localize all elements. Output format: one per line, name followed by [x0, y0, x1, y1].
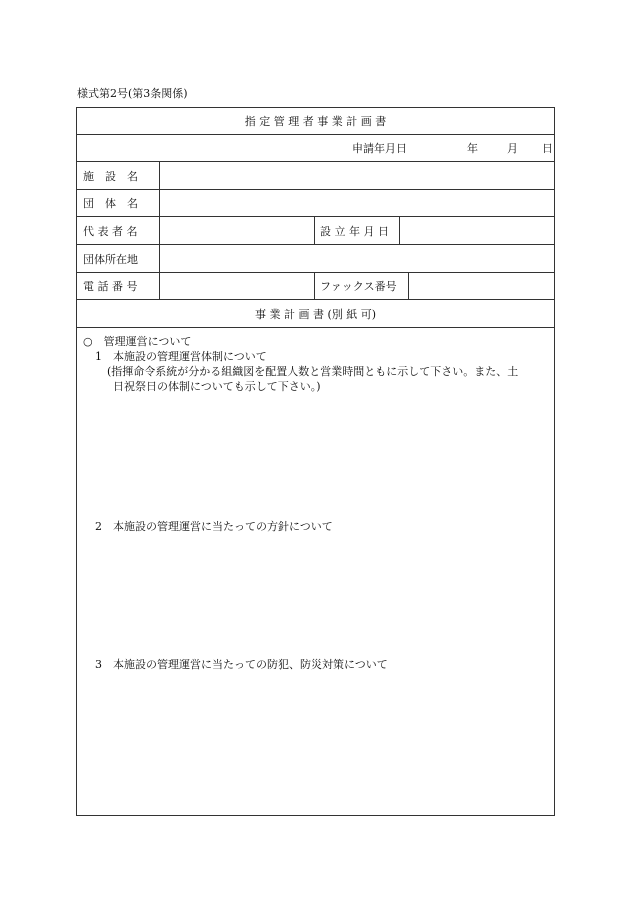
plan-header-row	[77, 300, 554, 328]
organization-name-label: 団 体 名	[83, 197, 138, 210]
representative-name-field[interactable]	[160, 217, 314, 244]
facility-name-row	[77, 162, 554, 190]
item1-title: 1 本施設の管理運営体制について	[95, 350, 267, 363]
facility-name-field[interactable]	[160, 162, 554, 189]
management-heading: ○ 管理運営について	[83, 335, 192, 348]
day-label: 日	[542, 142, 553, 155]
item3-title: 3 本施設の管理運営に当たっての防犯、防災対策について	[95, 658, 388, 671]
fax-number-label: ファックス番号	[320, 280, 397, 293]
item1-note-line1: (指揮命令系統が分かる組織図を配置人数と営業時間ともに示して下さい。また、土	[107, 365, 519, 378]
established-date-field[interactable]	[400, 217, 554, 244]
phone-number-label: 電 話 番 号	[83, 280, 138, 293]
organization-address-row	[77, 245, 554, 273]
form-title: 指 定 管 理 者 事 業 計 画 書	[244, 115, 387, 128]
item2-title: 2 本施設の管理運営に当たっての方針について	[95, 520, 333, 533]
representative-name-label: 代 表 者 名	[83, 224, 138, 238]
item1-note-line2: 日祝祭日の体制についても示して下さい。)	[113, 380, 321, 393]
year-label: 年	[467, 142, 478, 155]
application-date-row	[77, 135, 554, 162]
fax-number-field[interactable]	[409, 273, 554, 299]
established-date-label: 設 立 年 月 日	[320, 224, 389, 238]
contact-row	[77, 273, 554, 300]
organization-name-field[interactable]	[160, 190, 554, 216]
organization-name-row	[77, 190, 554, 217]
title-row	[77, 108, 554, 135]
form-number-label: 様式第2号(第3条関係)	[77, 87, 188, 100]
plan-content-area[interactable]	[77, 328, 554, 815]
phone-number-field[interactable]	[160, 273, 314, 299]
application-date-label: 申請年月日	[352, 142, 407, 155]
business-plan-form	[76, 107, 555, 816]
organization-address-label: 団体所在地	[83, 252, 138, 266]
representative-row	[77, 217, 554, 245]
plan-header: 事 業 計 画 書 (別 紙 可)	[254, 307, 377, 321]
facility-name-label: 施 設 名	[83, 169, 138, 183]
organization-address-field[interactable]	[160, 245, 554, 272]
month-label: 月	[507, 142, 518, 155]
